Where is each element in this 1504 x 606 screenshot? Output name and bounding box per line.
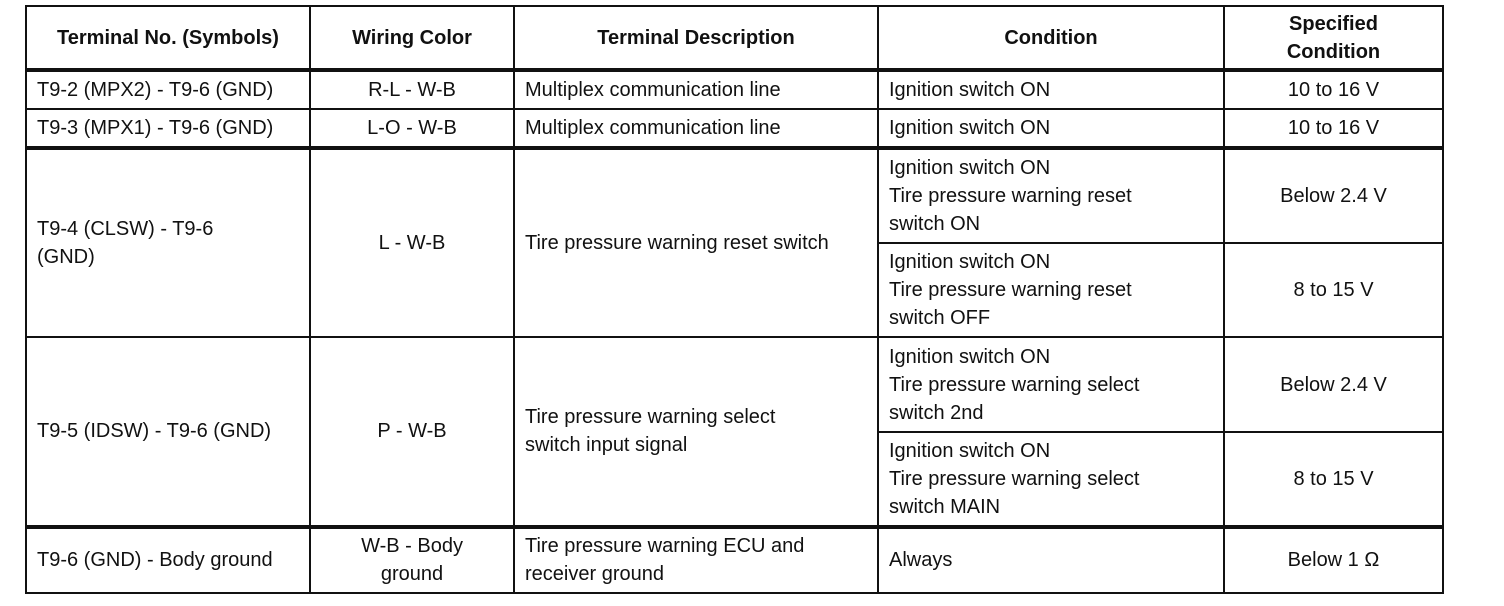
spec-cell: Below 1 Ω xyxy=(1224,527,1443,593)
terminal-cell: T9-6 (GND) - Body ground xyxy=(26,527,310,593)
wiring-color-cell: R-L - W-B xyxy=(310,70,514,109)
condition-cell: Ignition switch ON Tire pressure warning reset switch ON xyxy=(878,148,1224,242)
description-cell: Multiplex communication line xyxy=(514,70,878,109)
description-cell: Tire pressure warning select switch input signal xyxy=(514,337,878,527)
terminal-cell: T9-4 (CLSW) - T9-6 (GND) xyxy=(26,148,310,337)
table-row xyxy=(26,337,1443,432)
spec-cell: Below 2.4 V xyxy=(1224,148,1443,242)
header-terminal-description: Terminal Description xyxy=(514,6,878,70)
terminal-spec-table xyxy=(25,5,1444,594)
terminal-cell: T9-2 (MPX2) - T9-6 (GND) xyxy=(26,70,310,109)
condition-cell: Always xyxy=(878,527,1224,593)
header-terminal: Terminal No. (Symbols) xyxy=(26,6,310,70)
spec-cell: 8 to 15 V xyxy=(1224,432,1443,526)
spec-cell: 10 to 16 V xyxy=(1224,70,1443,109)
header-wiring-color: Wiring Color xyxy=(310,6,514,70)
description-cell: Tire pressure warning reset switch xyxy=(514,148,878,337)
wiring-color-cell: L - W-B xyxy=(310,148,514,337)
spec-cell: 10 to 16 V xyxy=(1224,109,1443,148)
table-row xyxy=(26,109,1443,148)
header-row xyxy=(26,6,1443,70)
spec-cell: Below 2.4 V xyxy=(1224,337,1443,432)
condition-cell: Ignition switch ON Tire pressure warning select switch 2nd xyxy=(878,337,1224,432)
table-row xyxy=(26,70,1443,109)
wiring-color-cell: L-O - W-B xyxy=(310,109,514,148)
condition-cell: Ignition switch ON Tire pressure warning reset switch OFF xyxy=(878,243,1224,337)
header-condition: Condition xyxy=(878,6,1224,70)
condition-cell: Ignition switch ON xyxy=(878,109,1224,148)
condition-cell: Ignition switch ON xyxy=(878,70,1224,109)
description-cell: Multiplex communication line xyxy=(514,109,878,148)
table-row xyxy=(26,148,1443,242)
description-cell: Tire pressure warning ECU and receiver ground xyxy=(514,527,878,593)
header-specified-condition: Specified Condition xyxy=(1224,6,1443,70)
terminal-cell: T9-5 (IDSW) - T9-6 (GND) xyxy=(26,337,310,527)
wiring-color-cell: W-B - Body ground xyxy=(310,527,514,593)
condition-cell: Ignition switch ON Tire pressure warning select switch MAIN xyxy=(878,432,1224,526)
spec-cell: 8 to 15 V xyxy=(1224,243,1443,337)
wiring-color-cell: P - W-B xyxy=(310,337,514,527)
terminal-cell: T9-3 (MPX1) - T9-6 (GND) xyxy=(26,109,310,148)
table-row xyxy=(26,527,1443,593)
